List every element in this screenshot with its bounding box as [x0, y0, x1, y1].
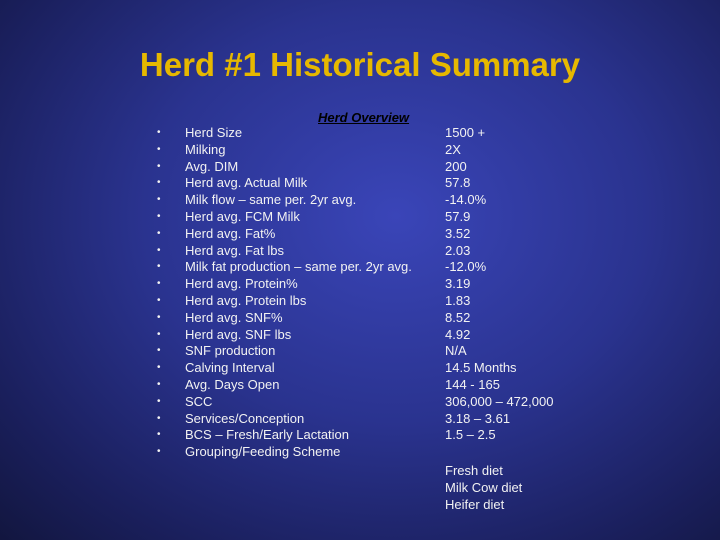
row-label: Herd avg. SNF lbs	[185, 326, 292, 342]
summary-row	[0, 259, 720, 276]
row-value: -14.0%	[445, 192, 487, 208]
summary-row	[0, 209, 720, 226]
row-value: 57.8	[445, 175, 471, 191]
summary-row	[0, 377, 720, 394]
row-label: Herd avg. SNF%	[185, 309, 283, 325]
row-label: Avg. Days Open	[185, 376, 280, 392]
bullet-icon: •	[157, 177, 161, 189]
summary-row	[0, 159, 720, 176]
row-value: 2.03	[445, 242, 471, 258]
row-label: Herd Size	[185, 125, 243, 140]
summary-row	[0, 427, 720, 444]
row-value: 8.52	[445, 309, 471, 325]
bullet-icon: •	[157, 362, 161, 374]
row-value: N/A	[445, 343, 467, 359]
row-label: Services/Conception	[185, 410, 305, 426]
bullet-icon: •	[157, 311, 161, 323]
summary-row	[0, 142, 720, 159]
row-label: Herd avg. Protein lbs	[185, 292, 307, 308]
summary-row	[0, 226, 720, 243]
bullet-icon: •	[157, 194, 161, 206]
row-value: 306,000 – 472,000	[445, 393, 554, 409]
row-label: Milk flow – same per. 2yr avg.	[185, 192, 357, 208]
bullet-icon: •	[157, 294, 161, 306]
feeding-group-item: Fresh diet	[445, 463, 503, 478]
summary-row	[0, 343, 720, 360]
row-label: Herd avg. FCM Milk	[185, 208, 300, 224]
bullet-icon: •	[157, 328, 161, 340]
summary-row	[0, 411, 720, 428]
row-value: 1.5 – 2.5	[445, 427, 496, 443]
row-value: 144 - 165	[445, 376, 500, 392]
feeding-group-item: Heifer diet	[445, 497, 505, 512]
row-label: SNF production	[185, 343, 276, 359]
bullet-icon: •	[157, 261, 161, 273]
bullet-icon: •	[157, 278, 161, 290]
summary-row	[0, 360, 720, 377]
feeding-group-item: Milk Cow diet	[445, 480, 523, 495]
row-label: Grouping/Feeding Scheme	[185, 444, 341, 460]
summary-row	[0, 243, 720, 260]
row-value: 57.9	[445, 208, 471, 224]
row-value: -12.0%	[445, 259, 487, 275]
bullet-icon: •	[157, 227, 161, 239]
bullet-icon: •	[157, 345, 161, 357]
feeding-groups	[445, 462, 522, 513]
bullet-icon: •	[157, 127, 161, 138]
summary-row	[0, 394, 720, 411]
row-label: Milking	[185, 141, 226, 157]
row-label: SCC	[185, 393, 213, 409]
summary-row	[0, 175, 720, 192]
row-value: 200	[445, 158, 467, 174]
row-label: Herd avg. Fat%	[185, 225, 276, 241]
slide-title: Herd #1 Historical Summary	[139, 46, 581, 83]
row-value: 3.18 – 3.61	[445, 410, 511, 426]
bullet-icon: •	[157, 160, 161, 172]
bullet-icon: •	[157, 210, 161, 222]
row-value: 2X	[445, 141, 461, 157]
row-value: 3.19	[445, 276, 471, 292]
summary-row	[0, 192, 720, 209]
bullet-icon: •	[157, 446, 161, 458]
row-label: BCS – Fresh/Early Lactation	[185, 427, 350, 443]
row-value: 14.5 Months	[445, 360, 517, 376]
row-value: 1.83	[445, 292, 471, 308]
summary-row	[0, 327, 720, 344]
bullet-icon: •	[157, 395, 161, 407]
summary-row	[0, 125, 720, 142]
bullet-icon: •	[157, 429, 161, 441]
row-label: Milk fat production – same per. 2yr avg.	[185, 259, 412, 275]
row-value: 1500 +	[445, 125, 486, 140]
bullet-icon: •	[157, 412, 161, 424]
row-label: Avg. DIM	[185, 158, 239, 174]
section-heading: Herd Overview	[318, 110, 410, 125]
row-label: Herd avg. Actual Milk	[185, 175, 308, 191]
bullet-icon: •	[157, 378, 161, 390]
summary-row	[0, 310, 720, 327]
row-label: Herd avg. Protein%	[185, 276, 298, 292]
summary-row	[0, 276, 720, 293]
summary-row	[0, 444, 720, 461]
summary-list	[0, 125, 720, 461]
row-value: 3.52	[445, 225, 471, 241]
row-label: Herd avg. Fat lbs	[185, 242, 284, 258]
bullet-icon: •	[157, 244, 161, 256]
bullet-icon: •	[157, 143, 161, 155]
row-label: Calving Interval	[185, 360, 275, 376]
row-value: 4.92	[445, 326, 471, 342]
summary-row	[0, 293, 720, 310]
